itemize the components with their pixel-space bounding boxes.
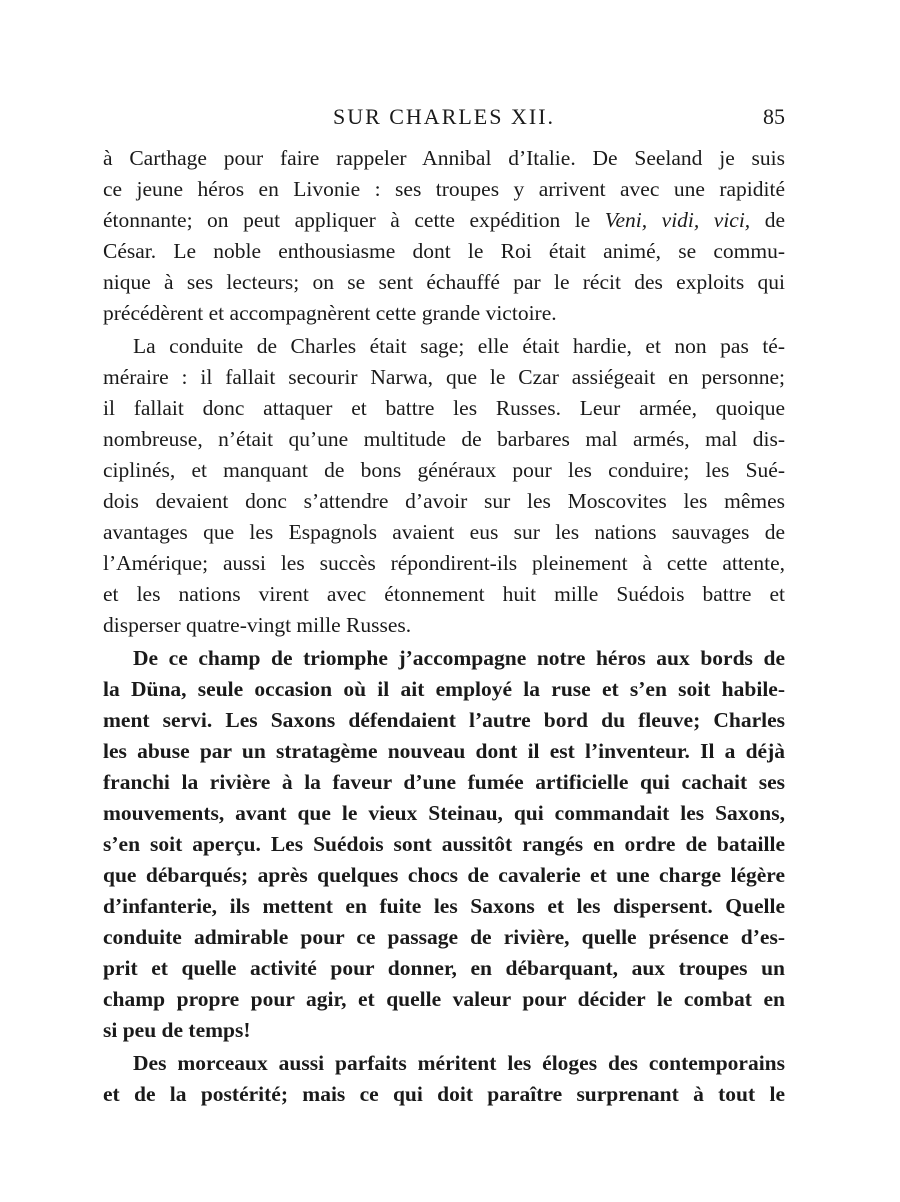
italic-quote: Veni, vidi, vici, — [604, 208, 751, 232]
text-line: franchi la rivière à la faveur d’une fumée artificielle qui cachait ses — [103, 770, 785, 794]
text-line: nique à ses lecteurs; on se sent échauffé par le récit des exploits qui — [103, 270, 785, 294]
paragraph-2 — [103, 331, 785, 641]
text-line: dois devaient donc s’attendre d’avoir sur les Moscovites les mêmes — [103, 489, 785, 513]
body-text — [103, 143, 785, 1110]
text-line: ment servi. Les Saxons défendaient l’autre bord du fleuve; Charles — [103, 708, 785, 732]
text-line: César. Le noble enthousiasme dont le Roi était animé, se commu- — [103, 239, 785, 263]
paragraph-3 — [103, 643, 785, 1046]
text-line: s’en soit aperçu. Les Suédois sont aussitôt rangés en ordre de bataille — [103, 832, 785, 856]
text-line: l’Amérique; aussi les succès répondirent-ils pleinement à cette attente, — [103, 551, 785, 575]
text-line: si peu de temps! — [103, 1018, 251, 1042]
text-run: étonnante; on peut appliquer à cette expédition le — [103, 208, 605, 232]
text-line: méraire : il fallait secourir Narwa, que le Czar assiégeait en personne; — [103, 365, 785, 389]
text-line: d’infanterie, ils mettent en fuite les Saxons et les dispersent. Quelle — [103, 894, 785, 918]
text-line: et les nations virent avec étonnement huit mille Suédois battre et — [103, 582, 785, 606]
text-line: champ propre pour agir, et quelle valeur pour décider le combat en — [103, 987, 785, 1011]
text-run: de — [750, 208, 785, 232]
text-line: ce jeune héros en Livonie : ses troupes y arrivent avec une rapidité — [103, 177, 785, 201]
text-line: conduite admirable pour ce passage de rivière, quelle présence d’es- — [103, 925, 785, 949]
text-line: il fallait donc attaquer et battre les Russes. Leur armée, quoique — [103, 396, 785, 420]
text-line: ciplinés, et manquant de bons généraux pour les conduire; les Sué- — [103, 458, 785, 482]
text-line: La conduite de Charles était sage; elle était hardie, et non pas té- — [133, 334, 785, 358]
text-line: et de la postérité; mais ce qui doit paraître surprenant à tout le — [103, 1082, 785, 1106]
text-line: avantages que les Espagnols avaient eus sur les nations sauvages de — [103, 520, 785, 544]
text-line: disperser quatre-vingt mille Russes. — [103, 613, 412, 637]
text-line: à Carthage pour faire rappeler Annibal d’Italie. De Seeland je suis — [103, 146, 785, 170]
text-line — [103, 205, 785, 236]
running-head — [103, 100, 785, 134]
text-line: les abuse par un stratagème nouveau dont il est l’inventeur. Il a déjà — [103, 739, 785, 763]
text-line: prit et quelle activité pour donner, en débarquant, aux troupes un — [103, 956, 785, 980]
text-line: mouvements, avant que le vieux Steinau, qui commandait les Saxons, — [103, 801, 785, 825]
text-line: précédèrent et accompagnèrent cette grande victoire. — [103, 301, 557, 325]
paragraph-4 — [103, 1048, 785, 1110]
page-number: 85 — [763, 104, 785, 129]
paragraph-1 — [103, 143, 785, 329]
text-line: nombreuse, n’était qu’une multitude de barbares mal armés, mal dis- — [103, 427, 785, 451]
text-line: De ce champ de triomphe j’accompagne notre héros aux bords de — [133, 646, 785, 670]
text-line: que débarqués; après quelques chocs de cavalerie et une charge légère — [103, 863, 785, 887]
running-title: SUR CHARLES XII. — [332, 104, 556, 129]
text-line: la Düna, seule occasion où il ait employé la ruse et s’en soit habile- — [103, 677, 785, 701]
text-line: Des morceaux aussi parfaits méritent les éloges des contemporains — [133, 1051, 785, 1075]
